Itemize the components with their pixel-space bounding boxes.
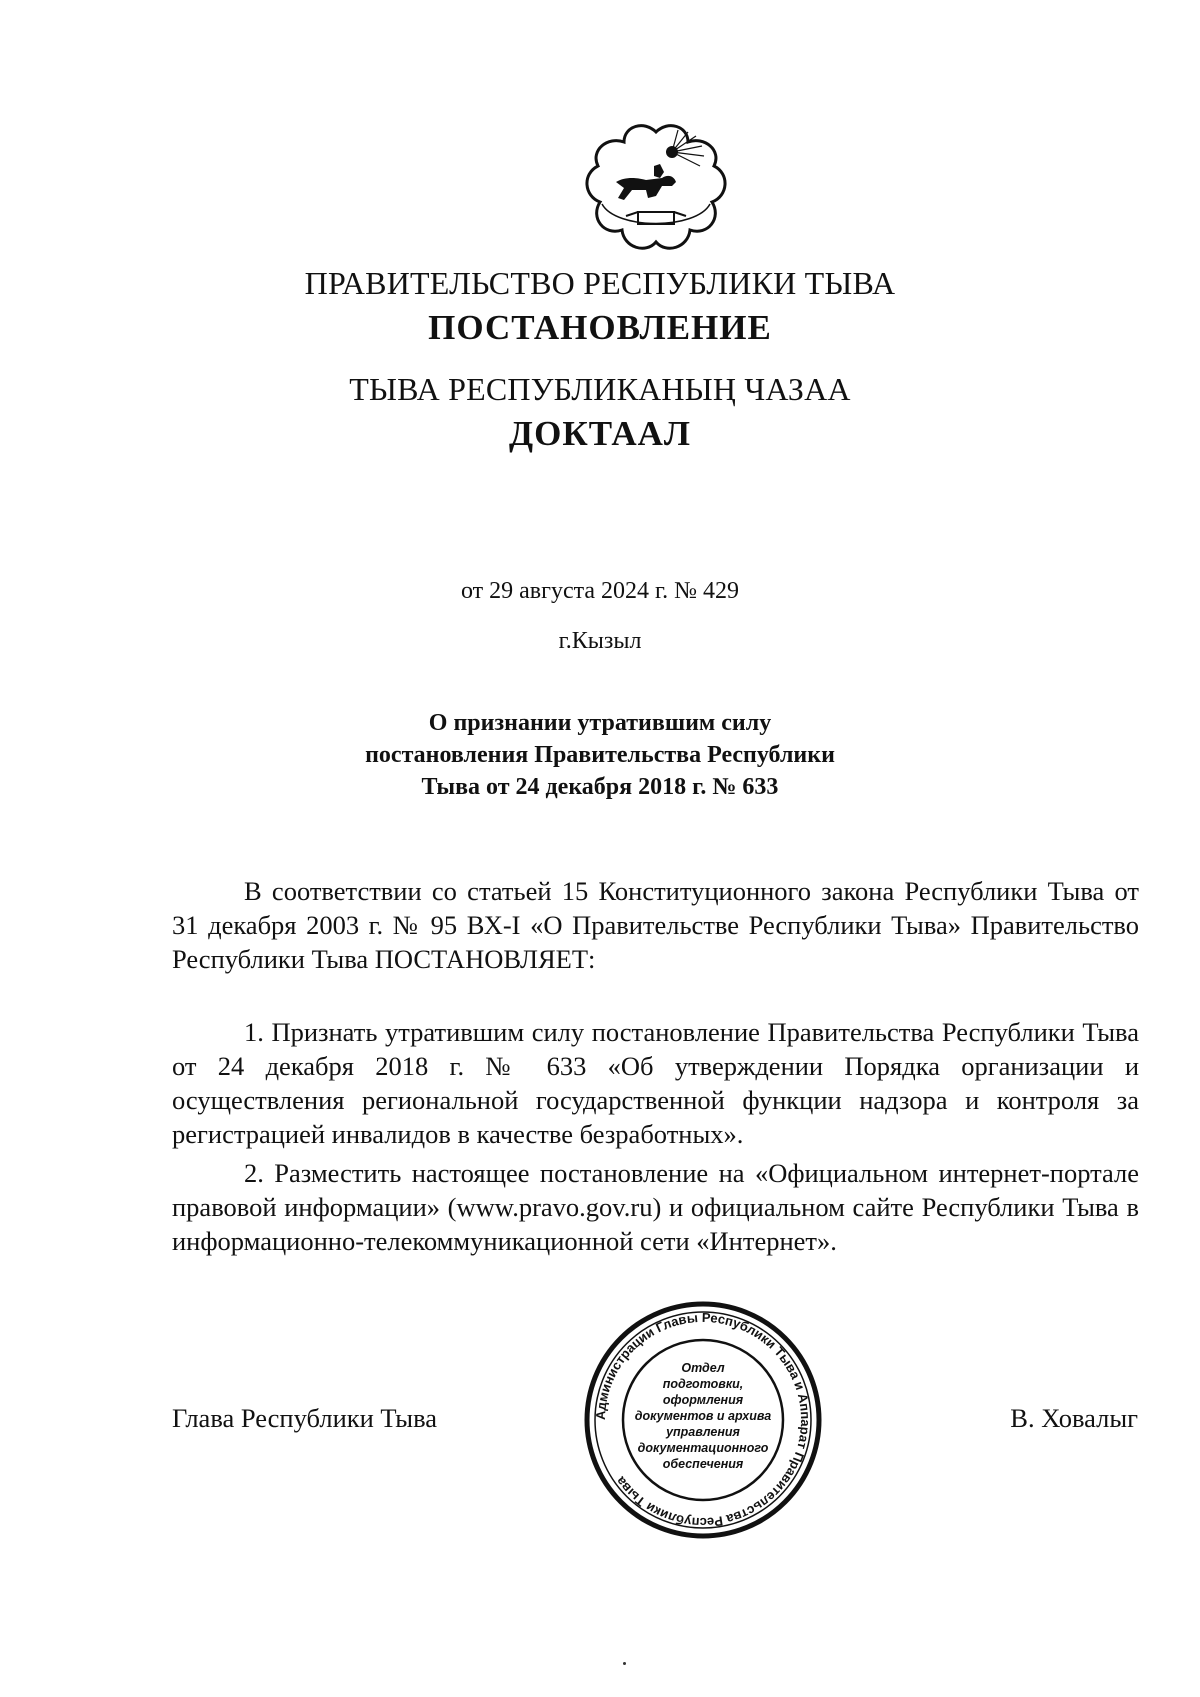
stamp-inner-line: Отдел — [681, 1361, 725, 1375]
republic-emblem-icon — [576, 120, 736, 260]
decree-subject-line: Тыва от 24 декабря 2018 г. № 633 — [421, 774, 779, 800]
preamble-paragraph: В соответствии со статьей 15 Конституционного закона Республики Тыва от 31 декабря 2003 г. № 95 ВХ-I «О Правительстве Республики Тыва» Правительство Республики Тыва ПОСТАНОВЛЯЕТ: — [172, 876, 1139, 974]
decree-date-number: от 29 августа 2024 г. № 429 — [460, 578, 740, 604]
government-title-ru: ПРАВИТЕЛЬСТВО РЕСПУБЛИКИ ТЫВА — [304, 265, 896, 301]
decree-city: г.Кызыл — [558, 628, 642, 654]
decree-subject — [0, 707, 1200, 803]
signatory-position: Глава Республики Тыва — [172, 1403, 438, 1433]
signatory-name: В. Ховалыг — [1010, 1403, 1138, 1433]
decree-item-1: 1. Признать утратившим силу постановление Правительства Республики Тыва от 24 декабря 2018 г. № 633 «Об утверждении Порядка организации и осуществления региональной государственной функции надзора и контроля за регистрацией инвалидов в качестве безработных». — [172, 1017, 1139, 1149]
stamp-inner-line: документов и архива — [634, 1409, 772, 1423]
decree-subject-line: постановления Правительства Республики — [365, 742, 835, 768]
stamp-outer-text: Администрации Главы Республики Тыва и Аппарат Правительства Республики Тыва — [592, 1309, 814, 1531]
stamp-inner-line: оформления — [662, 1393, 744, 1407]
decree-subject-line: О признании утратившим силу — [428, 710, 772, 736]
stamp-inner-line: обеспечения — [662, 1457, 744, 1471]
government-title-tyv: ТЫВА РЕСПУБЛИКАНЫҢ ЧАЗАА — [349, 371, 851, 407]
stamp-inner-line: документационного — [637, 1441, 769, 1455]
stamp-inner-line: подготовки, — [662, 1377, 744, 1391]
decree-title-tyv: ДОКТААЛ — [509, 414, 691, 453]
stamp-inner-line: управления — [666, 1425, 740, 1439]
decree-item-2: 2. Разместить настоящее постановление на «Официальном интернет-портале правовой информации» (www.pravo.gov.ru) и официальном сайте Республики Тыва в информационно-телекоммуникационной сети «Интернет». — [172, 1158, 1139, 1256]
decree-title-ru: ПОСТАНОВЛЕНИЕ — [428, 308, 772, 347]
scan-speck — [623, 1662, 626, 1665]
official-stamp — [578, 1300, 828, 1540]
